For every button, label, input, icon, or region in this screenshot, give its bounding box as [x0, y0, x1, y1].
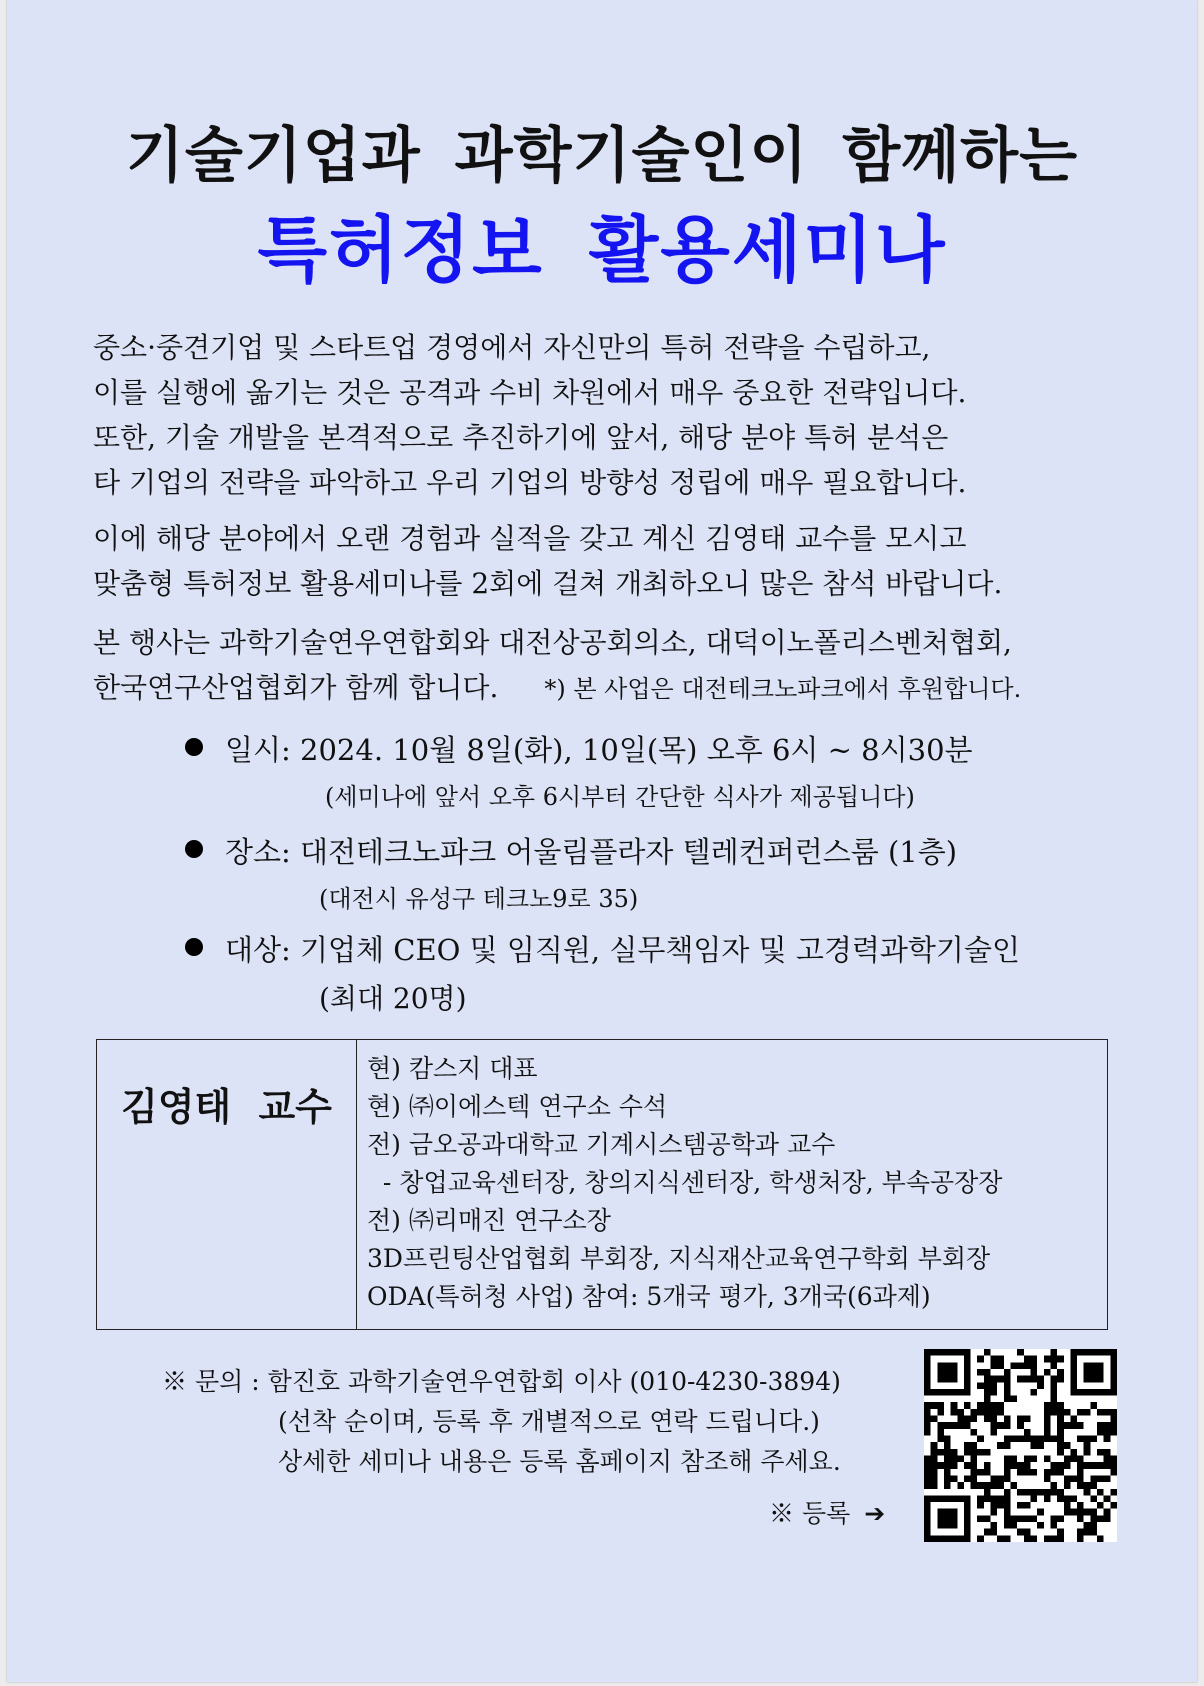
- speaker-name: 김영태 교수: [97, 1040, 357, 1329]
- detail-date: [185, 728, 973, 812]
- bullet-icon: [185, 840, 203, 858]
- career-item: 현) ㈜이에스텍 연구소 수석: [367, 1092, 668, 1121]
- date-note: (세미나에 앞서 오후 6시부터 간단한 식사가 제공됩니다): [325, 783, 915, 811]
- page-subtitle: 특허정보 활용세미나: [257, 208, 947, 292]
- qr-code-icon[interactable]: [924, 1349, 1117, 1542]
- contact-note: (선착 순이며, 등록 후 개별적으로 연락 드립니다.): [278, 1407, 820, 1436]
- intro-line: 또한, 기술 개발을 본격적으로 추진하기에 앞서, 해당 분야 특허 분석은: [93, 421, 949, 454]
- intro-paragraph-1: [93, 325, 1133, 505]
- career-item: ODA(특허청 사업) 참여: 5개국 평가, 3개국(6과제): [367, 1282, 931, 1311]
- sponsor-note: *) 본 사업은 대전테크노파크에서 후원합니다.: [544, 675, 1022, 703]
- contact-info: [162, 1362, 841, 1482]
- speaker-profile-table: [96, 1039, 1108, 1330]
- intro-paragraph-3: [93, 620, 1133, 712]
- career-item: 3D프린팅산업협회 부회장, 지식재산교육연구학회 부회장: [367, 1244, 991, 1273]
- intro-line: 이에 해당 분야에서 오랜 경험과 실적을 갖고 계신 김영태 교수를 모시고: [93, 522, 967, 555]
- target-note: (최대 20명): [319, 982, 467, 1015]
- intro-line: 타 기업의 전략을 파악하고 우리 기업의 방향성 정립에 매우 필요합니다.: [93, 466, 967, 499]
- place-text: 장소: 대전테크노파크 어울림플라자 텔레컨퍼런스룸 (1층): [225, 835, 958, 869]
- intro-line: 중소·중견기업 및 스타트업 경영에서 자신만의 특허 전략을 수립하고,: [93, 331, 931, 364]
- intro-line: 본 행사는 과학기술연우연합회와 대전상공회의소, 대덕이노폴리스벤처협회,: [93, 626, 1012, 659]
- page-title: 기술기업과 과학기술인이 함께하는: [125, 121, 1079, 191]
- partners-text: 한국연구산업협회가 함께 합니다.: [93, 671, 499, 704]
- intro-line: [93, 665, 1133, 712]
- bullet-icon: [185, 738, 203, 756]
- career-item: 전) ㈜리매진 연구소장: [367, 1206, 611, 1235]
- contact-note: 상세한 세미나 내용은 등록 홈페이지 참조해 주세요.: [278, 1447, 841, 1476]
- detail-place: [185, 830, 957, 914]
- career-item: - 창업교육센터장, 창의지식센터장, 학생처장, 부속공장장: [367, 1168, 1003, 1197]
- seminar-flyer: [7, 0, 1197, 1682]
- bullet-icon: [185, 938, 203, 956]
- register-text: ※ 등록: [769, 1499, 851, 1528]
- contact-line: ※ 문의 : 함진호 과학기술연우연합회 이사 (010-4230-3894): [162, 1367, 841, 1396]
- register-label: [769, 1494, 885, 1530]
- place-note: (대전시 유성구 테크노9로 35): [319, 885, 639, 913]
- career-item: 전) 금오공과대학교 기계시스템공학과 교수: [367, 1130, 836, 1159]
- arrow-right-icon: ➔: [864, 1499, 886, 1528]
- date-text: 일시: 2024. 10월 8일(화), 10일(목) 오후 6시 ~ 8시30분: [225, 733, 973, 767]
- detail-target: [185, 928, 1020, 1017]
- intro-paragraph-2: [93, 516, 1133, 606]
- speaker-career-list: [357, 1040, 1002, 1329]
- intro-line: 맞춤형 특허정보 활용세미나를 2회에 걸쳐 개최하오니 많은 참석 바랍니다.: [93, 567, 1003, 600]
- target-text: 대상: 기업체 CEO 및 임직원, 실무책임자 및 고경력과학기술인: [225, 933, 1020, 967]
- intro-line: 이를 실행에 옮기는 것은 공격과 수비 차원에서 매우 중요한 전략입니다.: [93, 376, 967, 409]
- career-item: 현) 캄스지 대표: [367, 1054, 538, 1083]
